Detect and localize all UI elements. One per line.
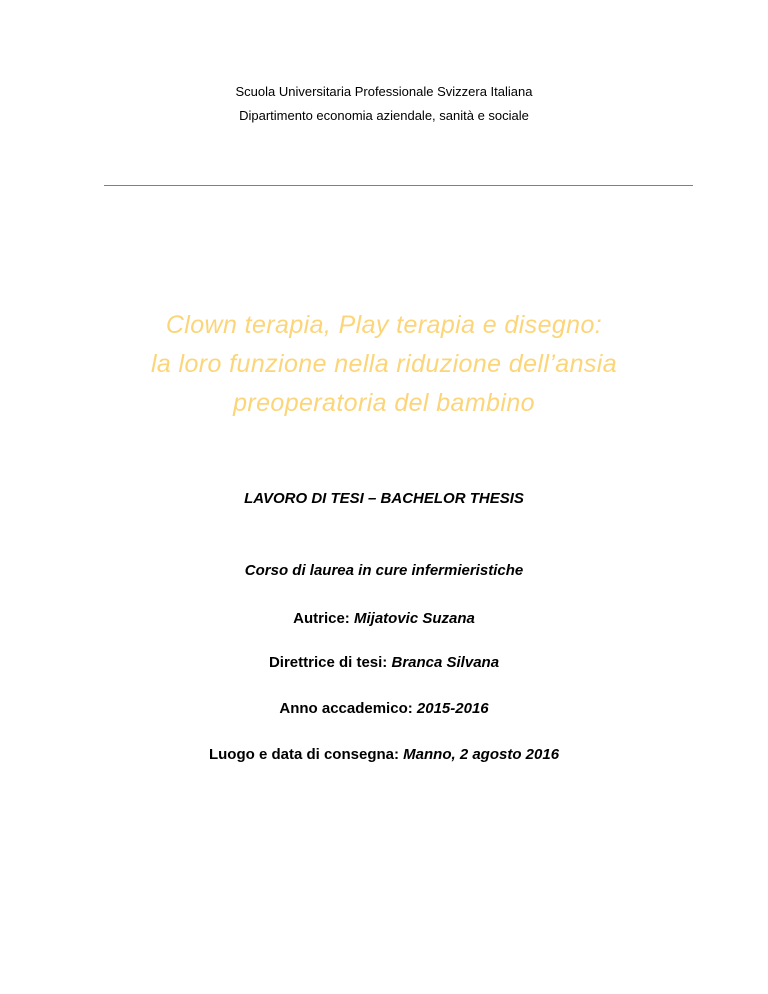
course-name: Corso di laurea in cure infermieristiche bbox=[244, 562, 524, 579]
place-date-label: Luogo e data di consegna: bbox=[208, 746, 399, 763]
thesis-title-line-2: la loro funzione nella riduzione dell’ansia bbox=[150, 350, 618, 378]
place-date-line bbox=[0, 746, 768, 763]
author-line bbox=[0, 610, 768, 627]
director-value: Branca Silvana bbox=[391, 654, 500, 671]
author-label: Autrice: bbox=[293, 610, 350, 627]
thesis-title bbox=[0, 306, 768, 423]
department-name: Dipartimento economia aziendale, sanità e sociale bbox=[239, 108, 529, 123]
director-label: Direttrice di tesi: bbox=[268, 654, 388, 671]
academic-year-label: Anno accademico: bbox=[279, 700, 413, 717]
academic-year-value: 2015-2016 bbox=[416, 700, 489, 717]
school-name: Scuola Universitaria Professionale Svizzera Italiana bbox=[235, 84, 533, 99]
thesis-title-line-1: Clown terapia, Play terapia e disegno: bbox=[165, 311, 603, 339]
author-value: Mijatovic Suzana bbox=[353, 610, 475, 627]
director-line bbox=[0, 654, 768, 671]
thesis-title-line-3: preoperatoria del bambino bbox=[233, 389, 535, 417]
place-date-value: Manno, 2 agosto 2016 bbox=[403, 746, 560, 763]
header-divider bbox=[104, 185, 693, 186]
academic-year-line bbox=[0, 700, 768, 717]
thesis-type: LAVORO DI TESI – BACHELOR THESIS bbox=[244, 490, 524, 507]
